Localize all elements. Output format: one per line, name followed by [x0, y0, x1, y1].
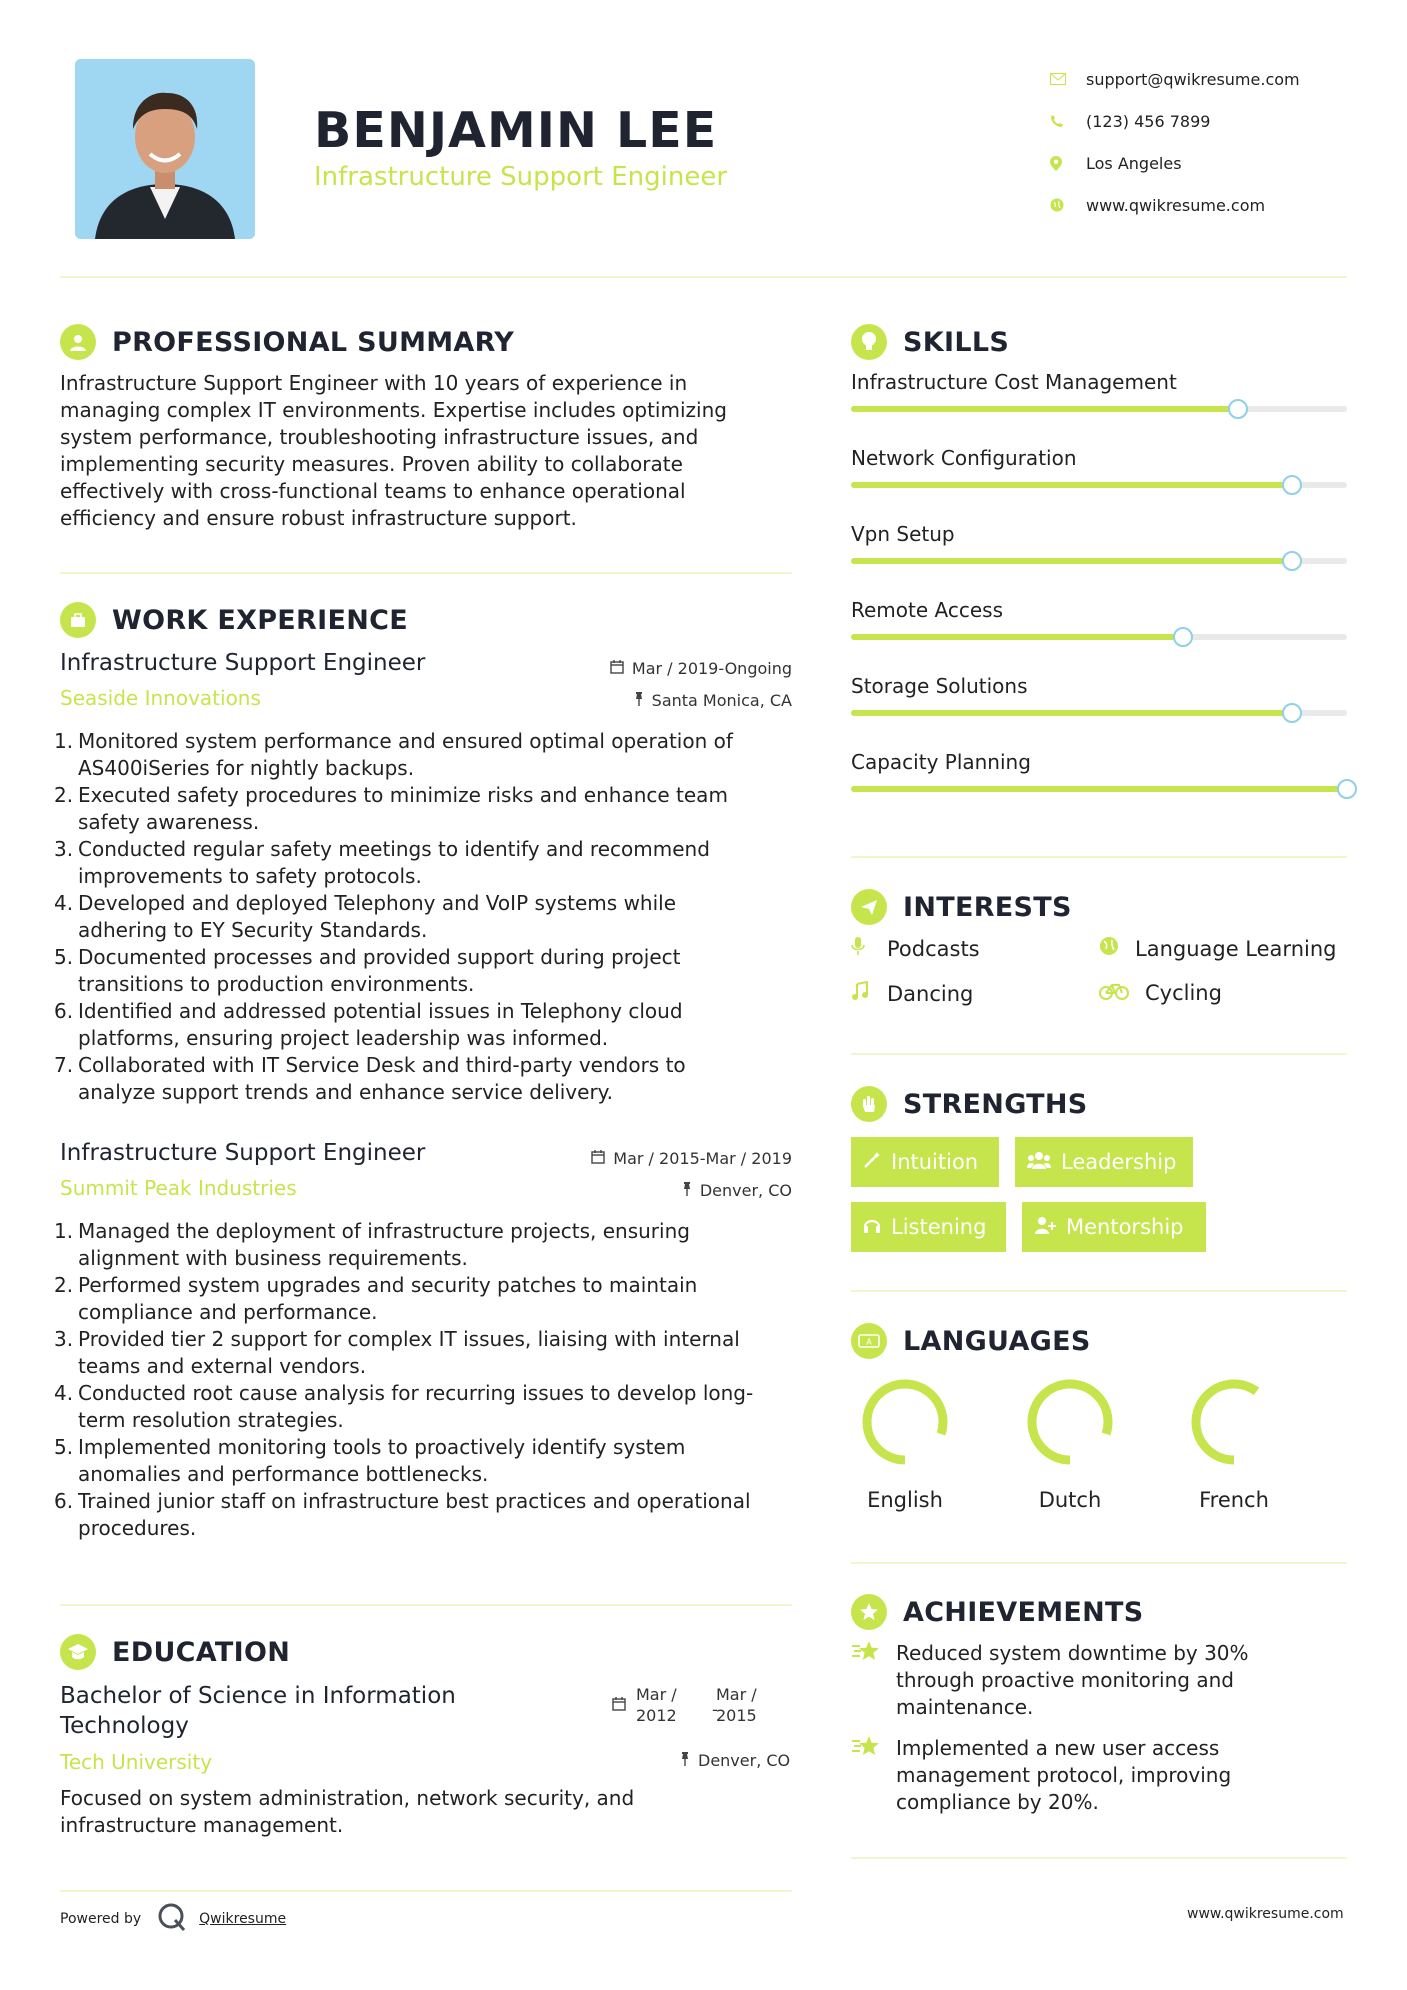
education-end-year: 2015 [716, 1706, 757, 1725]
skill-level-fill [851, 710, 1292, 716]
achievement-text [896, 1640, 1249, 1721]
job-company: Summit Peak Industries [60, 1176, 297, 1200]
education-description-line: infrastructure management. [60, 1813, 344, 1837]
contact-block [1050, 58, 1380, 226]
calendar-icon [610, 659, 624, 678]
summary-line: efficiency and ensure robust infrastructure support. [60, 506, 577, 530]
magic-wand-icon [863, 1151, 881, 1174]
languages-divider [851, 1562, 1347, 1564]
skill-item [851, 370, 1347, 394]
skill-level-knob [1337, 779, 1357, 799]
degree-line: Bachelor of Science in Information [60, 1683, 456, 1709]
duty-line: safety awareness. [78, 810, 260, 834]
degree-line: Technology [60, 1713, 189, 1739]
summary-line: implementing security measures. Proven ability to collaborate [60, 452, 683, 476]
duty-line: anomalies and performance bottlenecks. [78, 1462, 489, 1486]
job-title: Infrastructure Support Engineer [60, 650, 426, 676]
envelope-icon [1050, 73, 1086, 85]
briefcase-icon [60, 602, 96, 638]
language-icon [851, 1323, 887, 1359]
achievements-divider [851, 1857, 1347, 1859]
user-plus-icon [1034, 1216, 1056, 1239]
duty-item [54, 1218, 792, 1272]
interests-title: INTERESTS [903, 891, 1072, 923]
duty-line: teams and external vendors. [78, 1354, 367, 1378]
duty-item [54, 836, 792, 890]
language-item [1000, 1372, 1140, 1512]
achievements-heading [851, 1594, 1144, 1630]
header-divider [60, 276, 1347, 278]
skill-level-fill [851, 406, 1238, 412]
contact-location-text: Los Angeles [1086, 153, 1182, 173]
duty-line: compliance and performance. [78, 1300, 378, 1324]
job-dates [591, 1149, 792, 1168]
language-item [1164, 1372, 1304, 1512]
skill-level-fill [851, 482, 1292, 488]
duty-number: 3. [54, 1327, 74, 1351]
duty-line: Collaborated with IT Service Desk and third-party vendors to [78, 1053, 686, 1077]
duty-item [54, 998, 792, 1052]
globe-icon [1050, 198, 1086, 212]
summary-divider [60, 572, 792, 574]
duty-line: AS400iSeries for nightly backups. [78, 756, 415, 780]
strengths-title: STRENGTHS [903, 1088, 1088, 1120]
duty-line: improvements to safety protocols. [78, 864, 422, 888]
powered-by-label: Powered by [60, 1911, 142, 1927]
skills-heading [851, 324, 1009, 360]
achievement-line: compliance by 20%. [896, 1790, 1099, 1814]
skill-track [851, 558, 1347, 564]
education-divider [60, 1890, 792, 1892]
duty-number: 6. [54, 1489, 74, 1513]
job-duties [54, 728, 792, 1106]
duty-line: Conducted root cause analysis for recurring issues to develop long- [78, 1381, 754, 1405]
interest-label: Podcasts [887, 936, 980, 961]
education-location [680, 1751, 790, 1770]
skill-level-knob [1282, 703, 1302, 723]
skill-name: Vpn Setup [851, 522, 955, 546]
duty-line: Performed system upgrades and security patches to maintain [78, 1273, 698, 1297]
contact-email[interactable] [1050, 58, 1380, 100]
achievement-line: through proactive monitoring and [896, 1668, 1234, 1692]
pushpin-icon [682, 1181, 692, 1200]
skill-level-fill [851, 634, 1183, 640]
duty-item [54, 1380, 792, 1434]
job-dates-text: Mar / 2019-Ongoing [631, 659, 792, 678]
job-location-text: Santa Monica, CA [651, 691, 792, 710]
job-location-text: Denver, CO [699, 1181, 792, 1200]
job-title: Infrastructure Support Engineer [60, 1140, 426, 1166]
achievement-line: management protocol, improving [896, 1763, 1232, 1787]
profile-photo [75, 59, 255, 239]
duty-line: Documented processes and provided support during project [78, 945, 681, 969]
skill-level-fill [851, 786, 1347, 792]
achievement-line: maintenance. [896, 1695, 1034, 1719]
strength-label: Listening [891, 1215, 987, 1239]
duty-number: 5. [54, 1435, 74, 1459]
skill-item [851, 674, 1347, 698]
strength-badge [851, 1137, 999, 1187]
footer-brand [60, 1902, 286, 1936]
language-item [835, 1372, 975, 1512]
headphones-icon [863, 1216, 881, 1239]
contact-phone[interactable] [1050, 100, 1380, 142]
education-title: EDUCATION [112, 1636, 291, 1668]
paper-plane-icon [851, 889, 887, 925]
duty-number: 6. [54, 999, 74, 1023]
duty-item [54, 782, 792, 836]
duty-line: transitions to production environments. [78, 972, 475, 996]
star-icon [851, 1594, 887, 1630]
education-description [60, 1785, 792, 1839]
microphone-icon [851, 936, 873, 961]
skill-track [851, 406, 1347, 412]
strength-label: Leadership [1061, 1150, 1177, 1174]
strengths-heading [851, 1086, 1088, 1122]
duty-line: Identified and addressed potential issues in Telephony cloud [78, 999, 683, 1023]
date-dash: - [712, 1700, 718, 1719]
achievement-line: Implemented a new user access [896, 1736, 1220, 1760]
job-duties [54, 1218, 792, 1542]
summary-line: effectively with cross-functional teams to enhance operational [60, 479, 686, 503]
summary-title: PROFESSIONAL SUMMARY [112, 326, 515, 358]
duty-item [54, 1272, 792, 1326]
duty-line: procedures. [78, 1516, 197, 1540]
experience-heading [60, 602, 408, 638]
duty-number: 5. [54, 945, 74, 969]
language-level-arc [1032, 1384, 1108, 1460]
skill-item [851, 446, 1347, 470]
duty-number: 4. [54, 891, 74, 915]
interest-item [851, 981, 973, 1006]
hand-icon [851, 1086, 887, 1122]
contact-location [1050, 142, 1380, 184]
duty-number: 2. [54, 783, 74, 807]
job-dates [610, 659, 792, 678]
interest-item [1099, 981, 1222, 1005]
skill-item [851, 598, 1347, 622]
group-icon [1027, 1151, 1051, 1174]
strength-badge [851, 1202, 1006, 1252]
education-start-month: Mar / [636, 1685, 677, 1704]
duty-line: Trained junior staff on infrastructure best practices and operational [78, 1489, 751, 1513]
skill-name: Remote Access [851, 598, 1003, 622]
skill-level-knob [1228, 399, 1248, 419]
duty-item [54, 890, 792, 944]
achievement-line: Reduced system downtime by 30% [896, 1641, 1249, 1665]
skill-item [851, 522, 1347, 546]
contact-website-text: www.qwikresume.com [1086, 195, 1266, 215]
pushpin-icon [680, 1751, 690, 1770]
education-heading [60, 1634, 290, 1670]
interests-heading [851, 889, 1072, 925]
contact-website[interactable] [1050, 184, 1380, 226]
skill-level-knob [1173, 627, 1193, 647]
job-dates-text: Mar / 2015-Mar / 2019 [613, 1149, 792, 1168]
language-name: Dutch [1038, 1488, 1102, 1512]
education-end [712, 1684, 776, 1726]
svg-text:A: A [866, 1337, 872, 1347]
job-location [682, 1181, 792, 1200]
interest-item [1099, 936, 1336, 961]
duty-line: alignment with business requirements. [78, 1246, 468, 1270]
interest-label: Cycling [1145, 981, 1222, 1005]
language-level-arc [1196, 1384, 1272, 1460]
summary-line: system performance, troubleshooting infrastructure issues, and [60, 425, 699, 449]
job-entry [54, 650, 792, 1106]
skill-track [851, 634, 1347, 640]
languages-title: LANGUAGES [903, 1325, 1091, 1357]
globe-icon [1099, 936, 1121, 961]
user-icon [60, 324, 96, 360]
music-note-icon [851, 981, 873, 1006]
duty-line: Monitored system performance and ensured optimal operation of [78, 729, 733, 753]
skill-level-fill [851, 558, 1292, 564]
job-location [634, 691, 792, 710]
language-name: English [867, 1488, 943, 1512]
map-pin-icon [1050, 156, 1086, 171]
experience-divider [60, 1604, 792, 1606]
calendar-icon [612, 1696, 626, 1715]
bicycle-icon [1099, 982, 1131, 1005]
duty-line: Executed safety procedures to minimize risks and enhance team [78, 783, 728, 807]
duty-number: 1. [54, 729, 74, 753]
skill-track [851, 710, 1347, 716]
pushpin-icon [634, 691, 644, 710]
skills-divider [851, 856, 1347, 858]
strength-badge [1022, 1202, 1206, 1252]
duty-number: 7. [54, 1053, 74, 1077]
duty-item [54, 728, 792, 782]
star-icon [851, 1735, 896, 1816]
footer-website[interactable]: www.qwikresume.com [1187, 1906, 1344, 1922]
phone-icon [1050, 114, 1086, 128]
language-level-arc [867, 1384, 943, 1460]
candidate-title: Infrastructure Support Engineer [314, 162, 728, 192]
education-end-month: Mar / [716, 1685, 757, 1704]
education-location-text: Denver, CO [698, 1751, 791, 1770]
achievement-item [851, 1640, 1271, 1721]
strengths-divider [851, 1290, 1347, 1292]
skill-track [851, 786, 1347, 792]
strength-label: Intuition [891, 1150, 979, 1174]
school-name: Tech University [60, 1750, 213, 1774]
duty-line: adhering to EY Security Standards. [78, 918, 428, 942]
duty-item [54, 1434, 792, 1488]
duty-item [54, 1326, 792, 1380]
degree [60, 1681, 456, 1741]
duty-item [54, 944, 792, 998]
job-company: Seaside Innovations [60, 686, 261, 710]
duty-line: Provided tier 2 support for complex IT issues, liaising with internal [78, 1327, 740, 1351]
duty-number: 2. [54, 1273, 74, 1297]
languages-heading [851, 1323, 1091, 1359]
strength-badge [1015, 1137, 1193, 1187]
duty-number: 4. [54, 1381, 74, 1405]
interests-divider [851, 1053, 1347, 1055]
duty-line: Developed and deployed Telephony and VoIP systems while [78, 891, 677, 915]
summary-line: managing complex IT environments. Expertise includes optimizing [60, 398, 727, 422]
contact-phone-text: (123) 456 7899 [1086, 111, 1211, 131]
duty-line: analyze support trends and enhance service delivery. [78, 1080, 614, 1104]
skill-name: Infrastructure Cost Management [851, 370, 1177, 394]
language-ring [1020, 1372, 1120, 1472]
education-description-line: Focused on system administration, network security, and [60, 1786, 635, 1810]
achievement-item [851, 1735, 1271, 1816]
duty-line: term resolution strategies. [78, 1408, 344, 1432]
lightbulb-icon [851, 324, 887, 360]
interest-label: Language Learning [1135, 936, 1337, 961]
skill-level-knob [1282, 475, 1302, 495]
star-icon [851, 1640, 896, 1721]
duty-number: 3. [54, 837, 74, 861]
job-entry [54, 1140, 792, 1542]
achievements-title: ACHIEVEMENTS [903, 1596, 1144, 1628]
skills-title: SKILLS [903, 326, 1010, 358]
duty-line: Conducted regular safety meetings to identify and recommend [78, 837, 710, 861]
language-ring [1184, 1372, 1284, 1472]
education-start-year: 2012 [636, 1706, 677, 1725]
skill-track [851, 482, 1347, 488]
education-start [636, 1684, 696, 1726]
graduation-icon [60, 1634, 96, 1670]
calendar-icon [591, 1149, 605, 1168]
experience-title: WORK EXPERIENCE [112, 604, 408, 636]
summary-text [60, 370, 800, 532]
duty-line: platforms, ensuring project leadership was informed. [78, 1026, 609, 1050]
duty-number: 1. [54, 1219, 74, 1243]
skill-level-knob [1282, 551, 1302, 571]
interest-label: Dancing [887, 981, 974, 1006]
summary-line: Infrastructure Support Engineer with 10 years of experience in [60, 371, 688, 395]
summary-heading [60, 324, 514, 360]
duty-item [54, 1488, 792, 1542]
skill-item [851, 750, 1347, 774]
achievement-text [896, 1735, 1231, 1816]
skill-name: Network Configuration [851, 446, 1077, 470]
skill-name: Storage Solutions [851, 674, 1028, 698]
education-end-year-row [712, 1700, 776, 1726]
strength-label: Mentorship [1066, 1215, 1184, 1239]
qwikresume-logo-icon [157, 1902, 187, 1936]
duty-line: Implemented monitoring tools to proactively identify system [78, 1435, 686, 1459]
interest-item [851, 936, 980, 961]
language-ring [855, 1372, 955, 1472]
skill-name: Capacity Planning [851, 750, 1031, 774]
duty-item [54, 1052, 792, 1106]
contact-email-text: support@qwikresume.com [1086, 69, 1300, 89]
qwikresume-link[interactable]: Qwikresume [199, 1911, 287, 1927]
language-name: French [1199, 1488, 1269, 1512]
candidate-name: BENJAMIN LEE [314, 102, 718, 159]
duty-line: Managed the deployment of infrastructure projects, ensuring [78, 1219, 690, 1243]
